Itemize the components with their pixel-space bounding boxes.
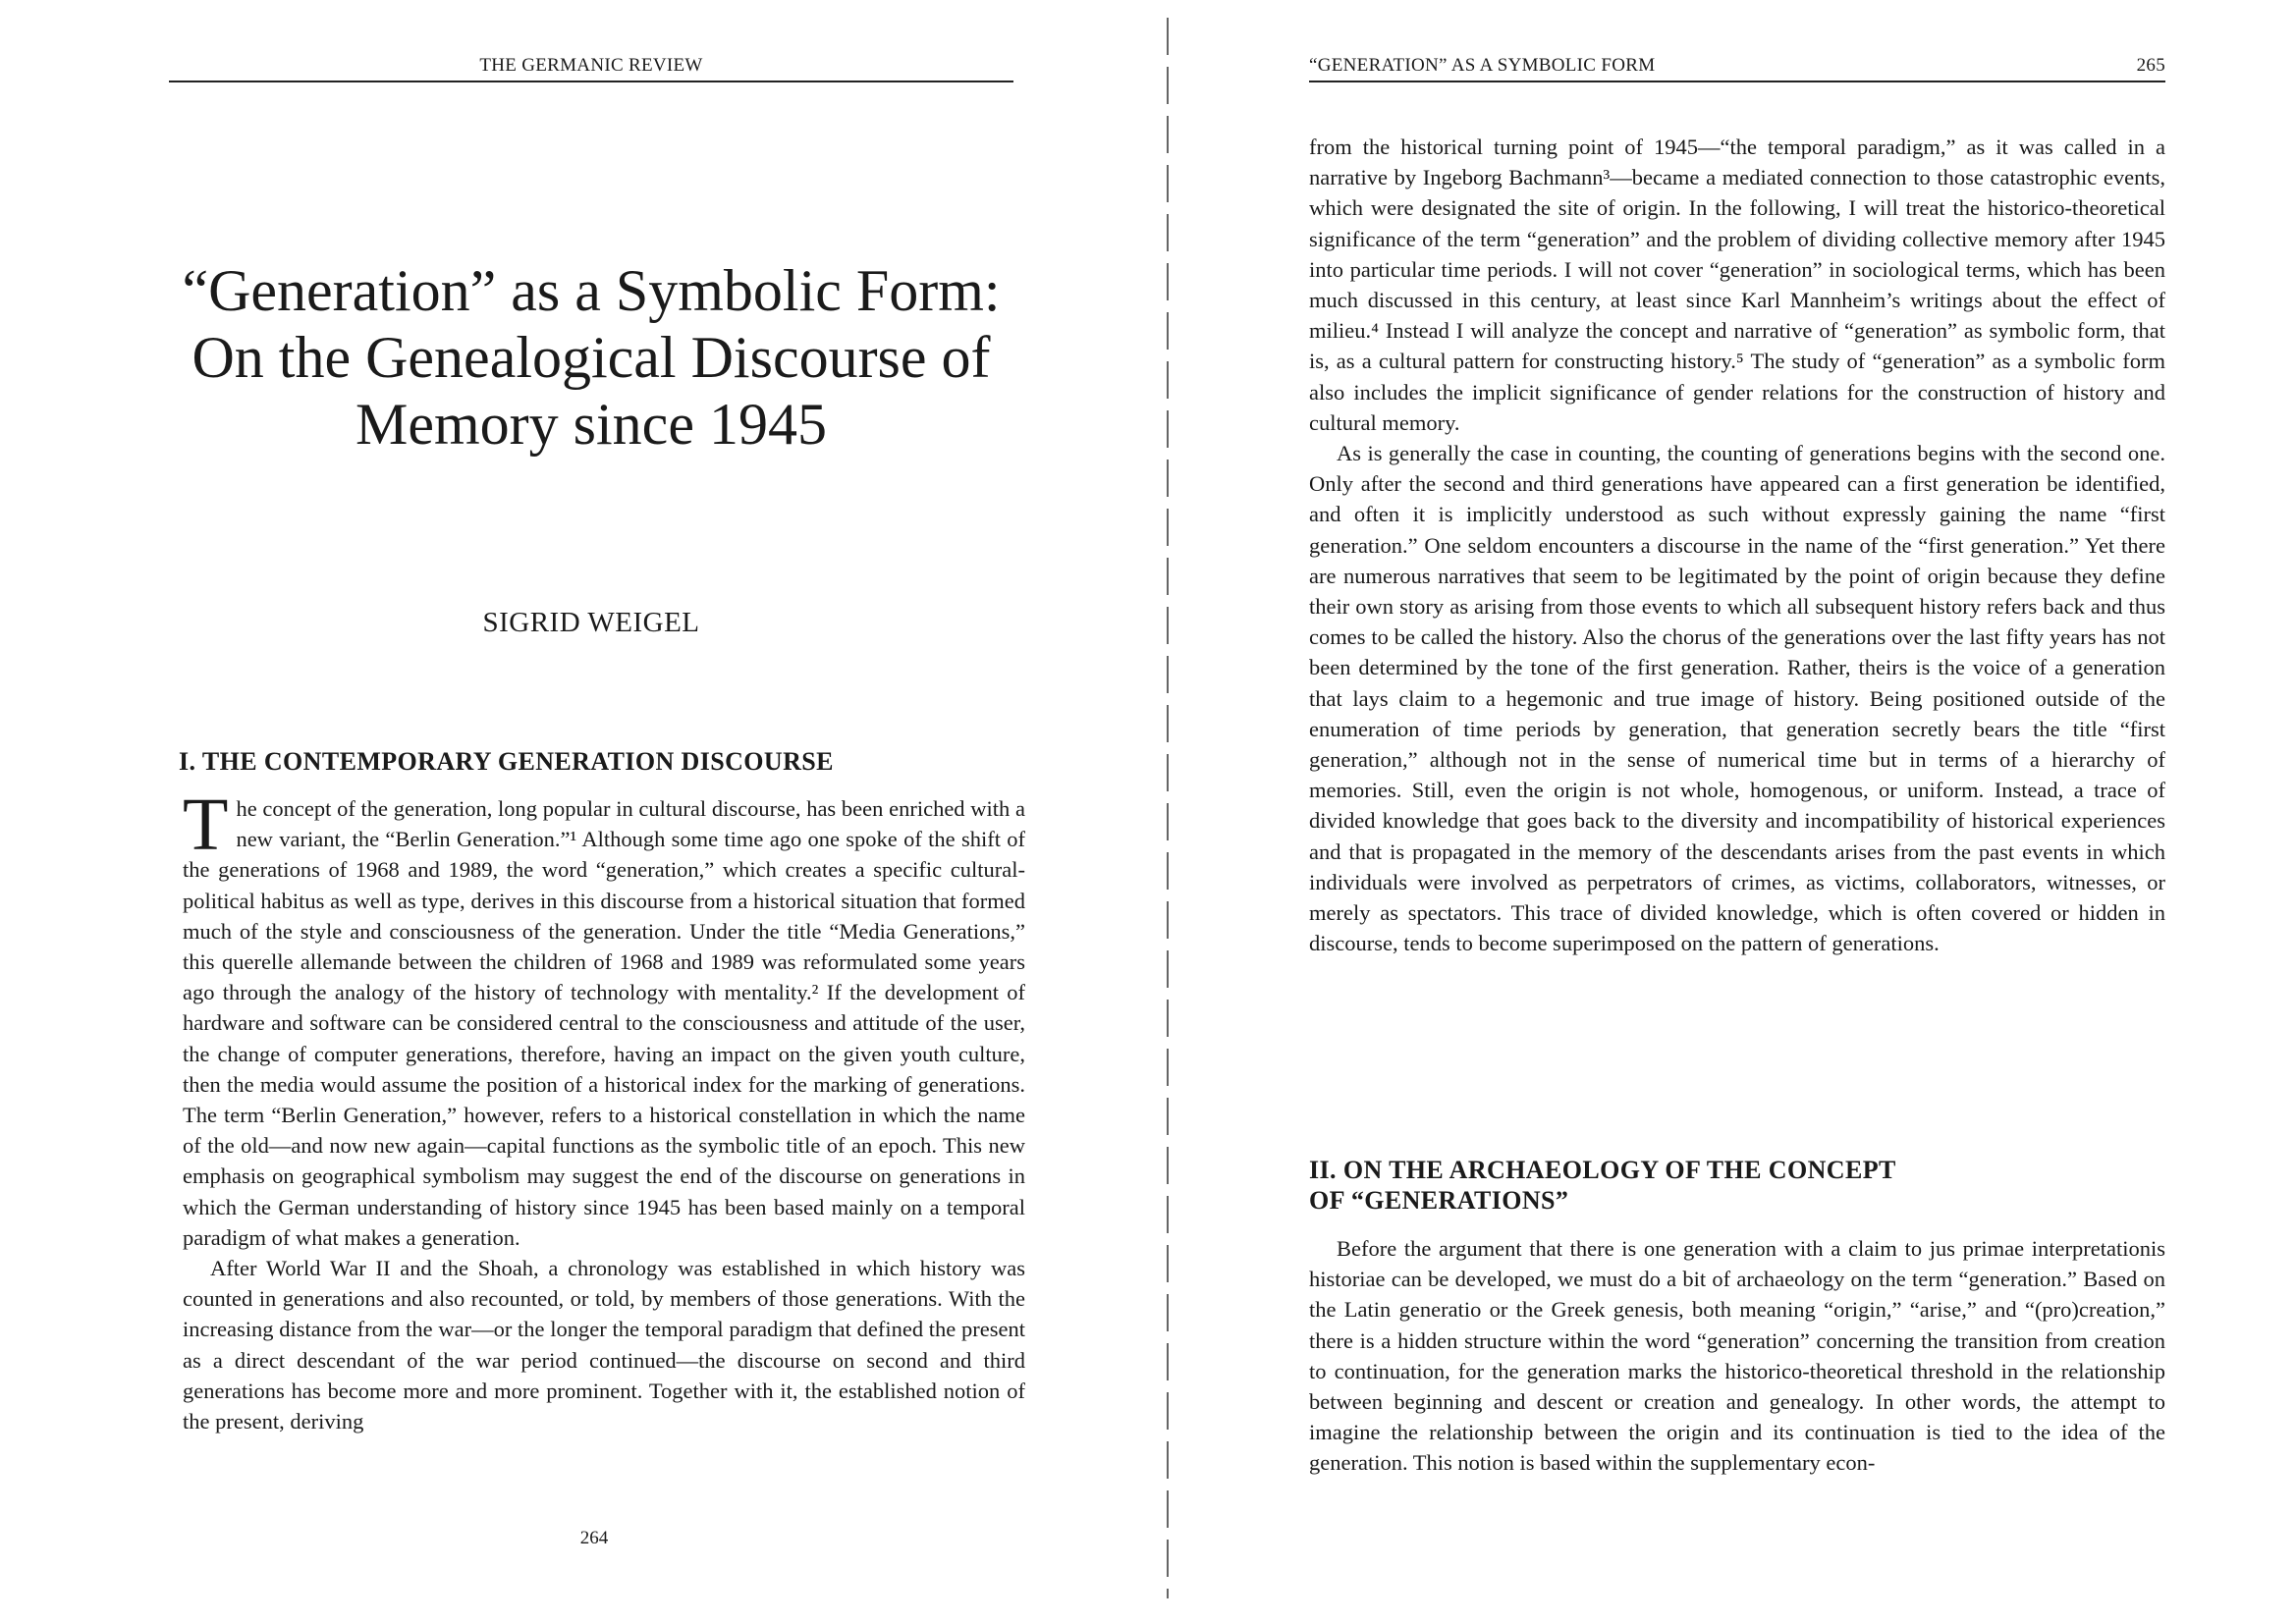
page-number-right: 265 (2136, 55, 2165, 76)
running-head-left: THE GERMANIC REVIEW (169, 55, 1013, 82)
paragraph-4: As is generally the case in counting, the counting of generations begins with the second one. Only after the second and third generations have appeared can a first generation be identified, and often it is implicitly understood as such without expressly gaining the name “first generation.” One seldom encounters a discourse in the name of the “first generation.” Yet there are numerous narratives that seem to be legitimated by the point of origin because they define their own story as arising from those events to which all subsequent history refers back and thus comes to be called the history. Also the chorus of the generations over the last fifty years has not been determined by the tone of the first generation. Rather, theirs is the voice of a generation that lays claim to a hegemonic and true image of history. Being positioned outside of the enumeration of time periods by generation, that generation secretly bears the title “first generation,” although not in the sense of numerical time but in terms of a hierarchy of memories. Still, even the origin is not whole, homogenous, or uniform. Instead, a trace of divided knowledge that goes back to the diversity and incompatibility of historical experiences and that is propagated in the memory of the descendants arises from the past events in which individuals were involved as perpetrators of crimes, as victims, collaborators, witnesses, or merely as spectators. This trace of divided knowledge, which is often covered or hidden in discourse, tends to become superimposed on the pattern of generations. (1309, 441, 2165, 956)
article-title: “Generation” as a Symbolic Form: On the Genealogical Discourse of Memory since 1945 (182, 258, 1001, 457)
page-number-left: 264 (579, 1528, 609, 1548)
paragraph-5: Before the argument that there is one generation with a claim to jus primae interpretationis historiae can be developed, we must do a bit of archaeology on the term “generation.” Based on the Latin generatio or the Greek genesis, both meaning “origin,” “arise,” and “(pro)creation,” there is a hidden structure within the word “generation” concerning the transition from creation to continuation, for the generation marks the historico-theoretical threshold in the relationship between beginning and descent or creation and genealogy. In other words, the attempt to imagine the relationship between the origin and its continuation is tied to the idea of the generation. This notion is based within the supplementary econ- (1309, 1236, 2165, 1476)
paragraph-1 (183, 784, 1025, 1253)
paragraph-2: After World War II and the Shoah, a chronology was established in which history was counted in generations and also recounted, or told, by members of those generations. With the increasing distance from the war—or the longer the temporal paradigm that defined the present as a direct descendant of the war period continued—the discourse on second and third generations has become more and more prominent. Together with it, the established notion of the present, deriving (183, 1256, 1025, 1434)
right-page (1148, 0, 2296, 1623)
author-name: SIGRID WEIGEL (482, 607, 700, 638)
running-head-right-title: “GENERATION” AS A SYMBOLIC FORM (1309, 55, 1656, 76)
right-body-text-top (1309, 132, 2165, 958)
right-body-text-bottom (1309, 1233, 2165, 1479)
section-heading-1: I. THE CONTEMPORARY GENERATION DISCOURSE (179, 747, 834, 776)
section-heading-2: II. ON THE ARCHAEOLOGY OF THE CONCEPT OF “GENERATIONS” (1309, 1156, 1896, 1215)
left-body-text (183, 784, 1025, 1436)
drop-cap: T (183, 784, 229, 866)
running-head-right (1309, 55, 2165, 82)
paragraph-3: from the historical turning point of 1945—“the temporal paradigm,” as it was called in a narrative by Ingeborg Bachmann³—became a mediated connection to those catastrophic events, which were designated the site of origin. In the following, I will treat the historico-theoretical significance of the term “generation” and the problem of dividing collective memory after 1945 into particular time periods. I will not cover “generation” in sociological terms, which has been much discussed in this century, at least since Karl Mannheim’s writings about the effect of milieu.⁴ Instead I will analyze the concept and narrative of “generation” as symbolic form, that is, as a cultural pattern for constructing history.⁵ The study of “generation” as a symbolic form also includes the implicit significance of gender relations for the construction of history and cultural memory. (1309, 135, 2165, 435)
paragraph-1-text: he concept of the generation, long popular in cultural discourse, has been enriched with a new variant, the “Berlin Generation.”¹ Although some time ago one spoke of the shift of the generations of 1968 and 1989, the word “generation,” which creates a specific cultural-political habitus as well as type, derives in this discourse from a historical situation that formed much of the style and consciousness of the generation. Under the title “Media Generations,” this querelle allemande between the children of 1968 and 1989 was reformulated some years ago through the analogy of the history of technology with mentality.² If the development of hardware and software can be considered central to the consciousness and attitude of the user, the change of computer generations, therefore, having an impact on the given youth culture, then the media would assume the position of a historical index for the marking of generations. The term “Berlin Generation,” however, refers to a historical constellation in which the name of the old—and now new again—capital functions as the symbolic title of an epoch. This new emphasis on geographical symbolism may suggest the end of the discourse on generations in which the German understanding of history since 1945 has been based mainly on a temporal paradigm of what makes a generation. (183, 796, 1025, 1250)
